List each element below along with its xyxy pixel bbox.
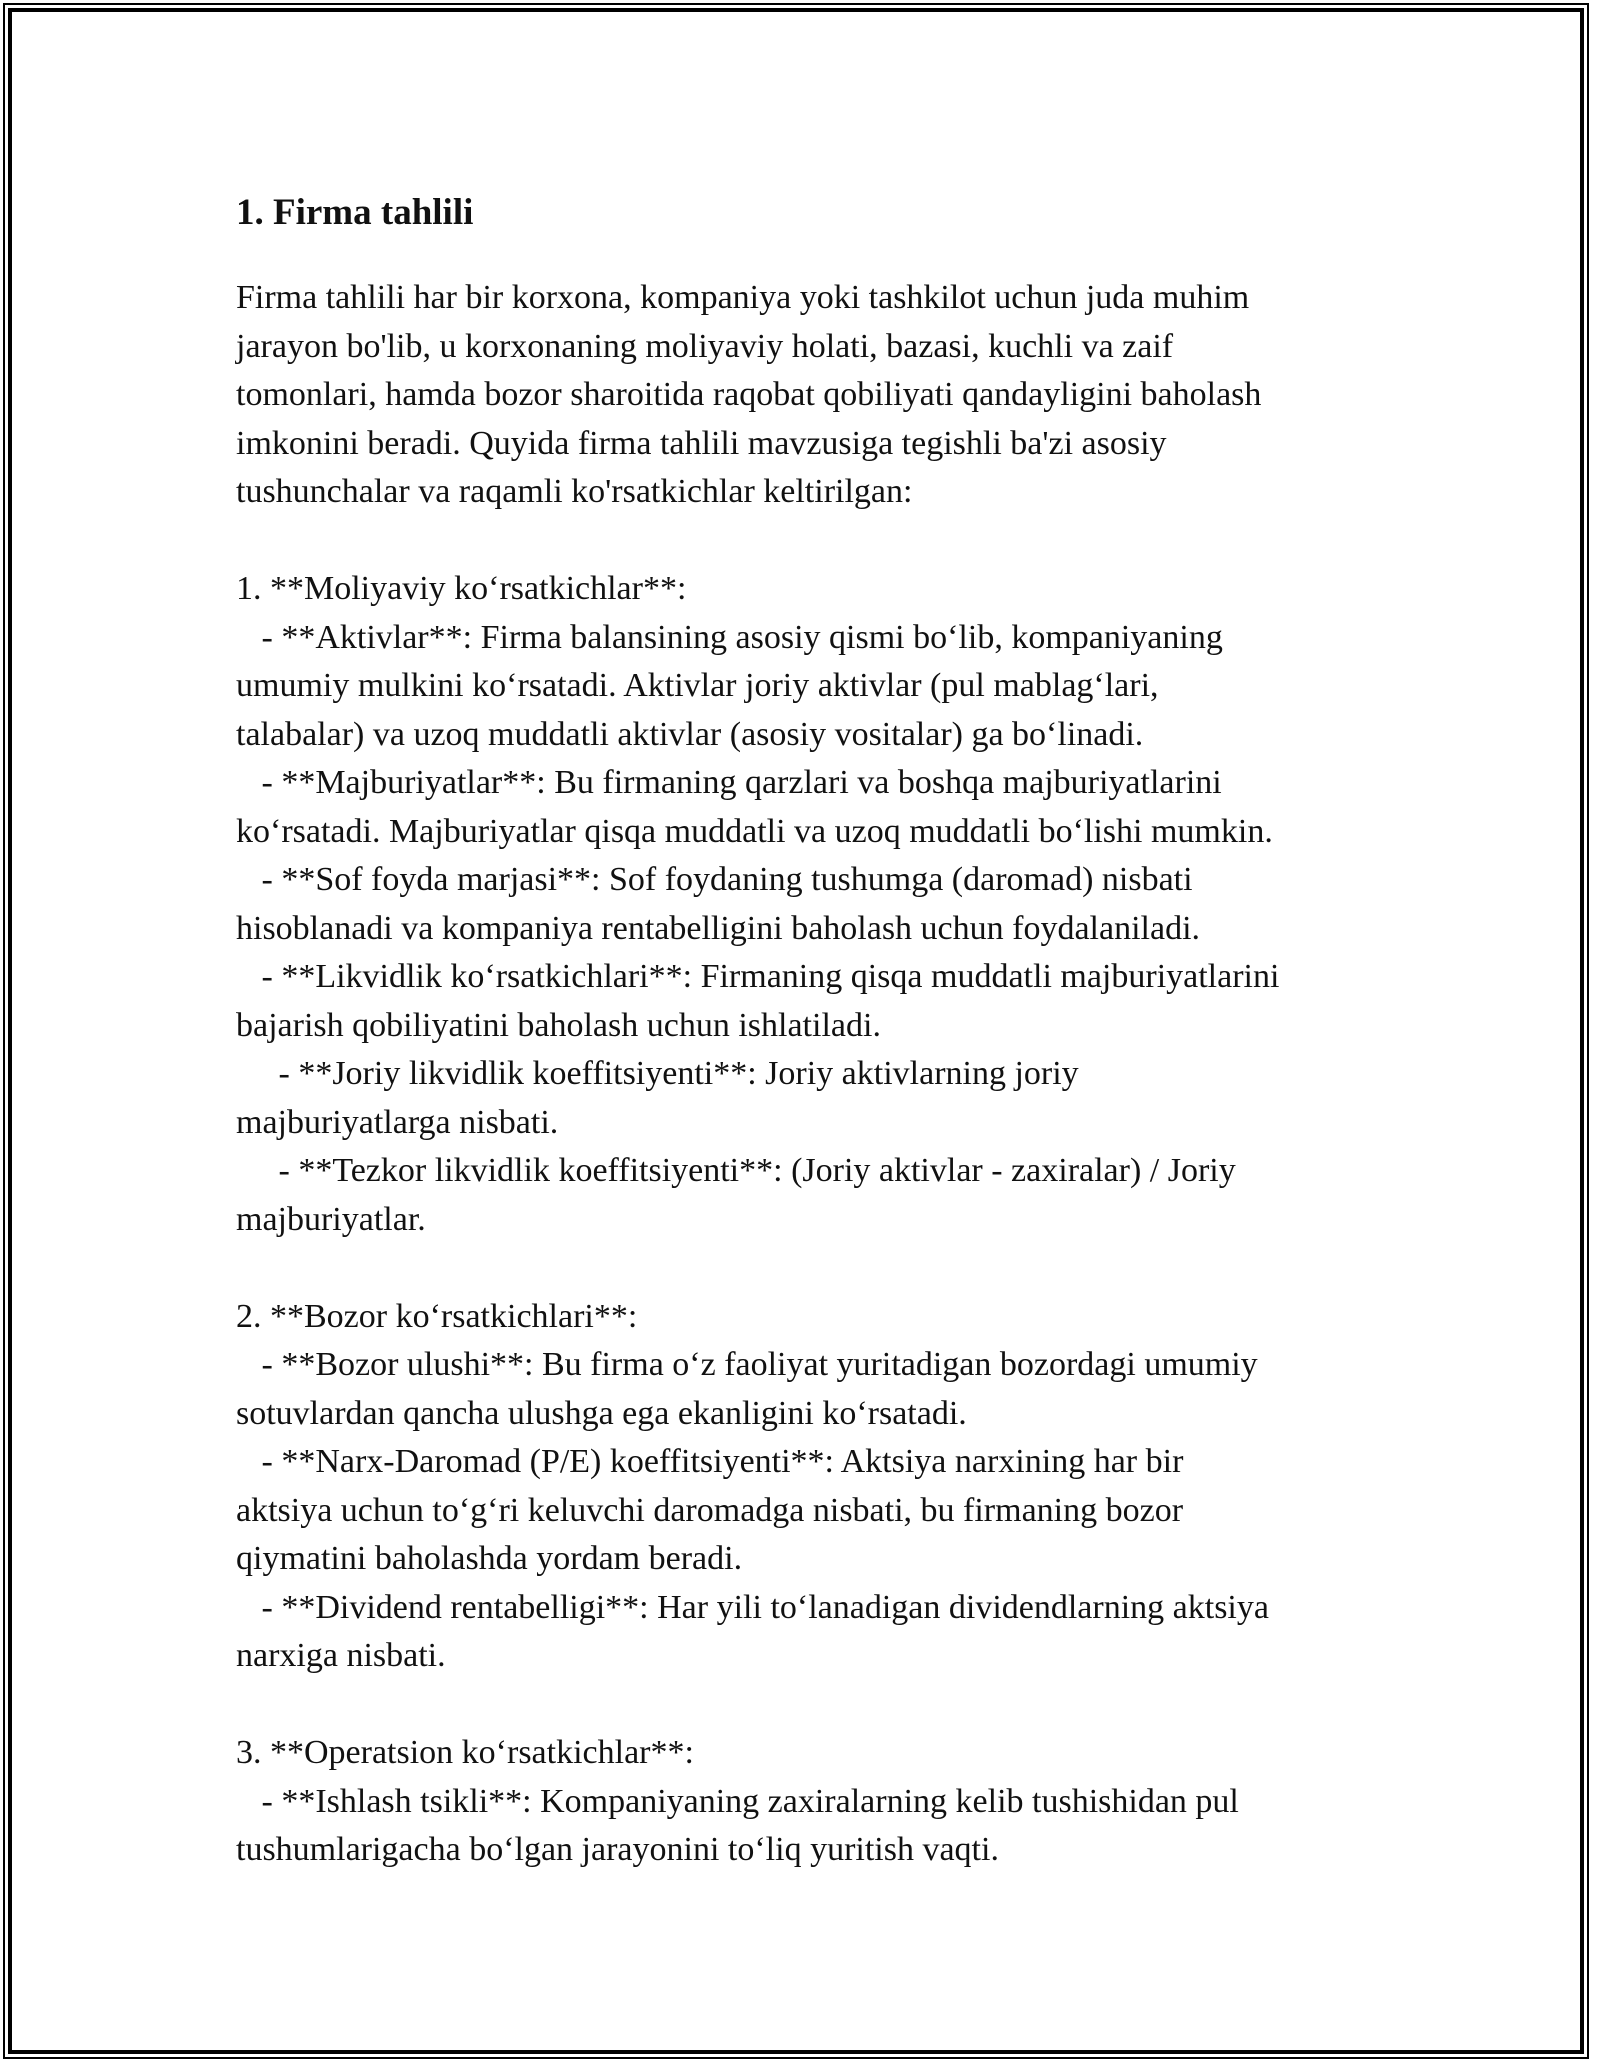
- blank-line: [236, 1681, 1386, 1730]
- document-body: [236, 188, 1386, 1875]
- document-title: 1. Firma tahlili: [236, 192, 474, 233]
- section-financial-indicators: 1. **Moliyaviy koʻrsatkichlar**: - **Aktivlar**: Firma balansining asosiy qismi boʻlib, kompaniyaning umumiy mulkini koʻrsatadi. Aktivlar joriy aktivlar (pul mablagʻlari, talabalar) va uzoq muddatli aktivlar (asosiy vositalar) ga boʻlinadi. - **Majburiyatlar**: Bu firmaning qarzlari va boshqa majburiyatlarini koʻrsatadi. Majburiyatlar qisqa muddatli va uzoq muddatli boʻlishi mumkin. - **Sof foyda marjasi**: Sof foydaning tushumga (daromad) nisbati hisoblanadi va kompaniya rentabelligini baholash uchun foydalaniladi. - **Likvidlik koʻrsatkichlari**: Firmaning qisqa muddatli majburiyatlarini bajarish qobiliyatini baholash uchun ishlatiladi. - **Joriy likvidlik koeffitsiyenti**: Joriy aktivlarning joriy majburiyatlarga nisbati. - **Tezkor likvidlik koeffitsiyenti**: (Joriy aktivlar - zaxiralar) / Joriy majburiyatlar.: [236, 570, 1280, 1238]
- section-operational-indicators: 3. **Operatsion koʻrsatkichlar**: - **Ishlash tsikli**: Kompaniyaning zaxiralarning kelib tushishidan pul tushumlarigacha boʻlgan jarayonini toʻliq yuritish vaqti.: [236, 1734, 1239, 1868]
- intro-paragraph: Firma tahlili har bir korxona, kompaniya yoki tashkilot uchun juda muhim jarayon bo'lib, u korxonaning moliyaviy holati, bazasi, kuchli va zaif tomonlari, hamda bozor sharoitida raqobat qobiliyati qandayligini baholash imkonini beradi. Quyida firma tahlili mavzusiga tegishli ba'zi asosiy tushunchalar va raqamli ko'rsatkichlar keltirilgan:: [236, 279, 1262, 510]
- blank-line: [236, 1244, 1386, 1293]
- blank-line: [236, 517, 1386, 566]
- section-market-indicators: 2. **Bozor koʻrsatkichlari**: - **Bozor ulushi**: Bu firma oʻz faoliyat yuritadigan bozordagi umumiy sotuvlardan qancha ulushga ega ekanligini koʻrsatadi. - **Narx-Daromad (P/E) koeffitsiyenti**: Aktsiya narxining har bir aktsiya uchun toʻgʻri keluvchi daromadga nisbati, bu firmaning bozor qiymatini baholashda yordam beradi. - **Dividend rentabelligi**: Har yili toʻlanadigan dividendlarning aktsiya narxiga nisbati.: [236, 1297, 1269, 1674]
